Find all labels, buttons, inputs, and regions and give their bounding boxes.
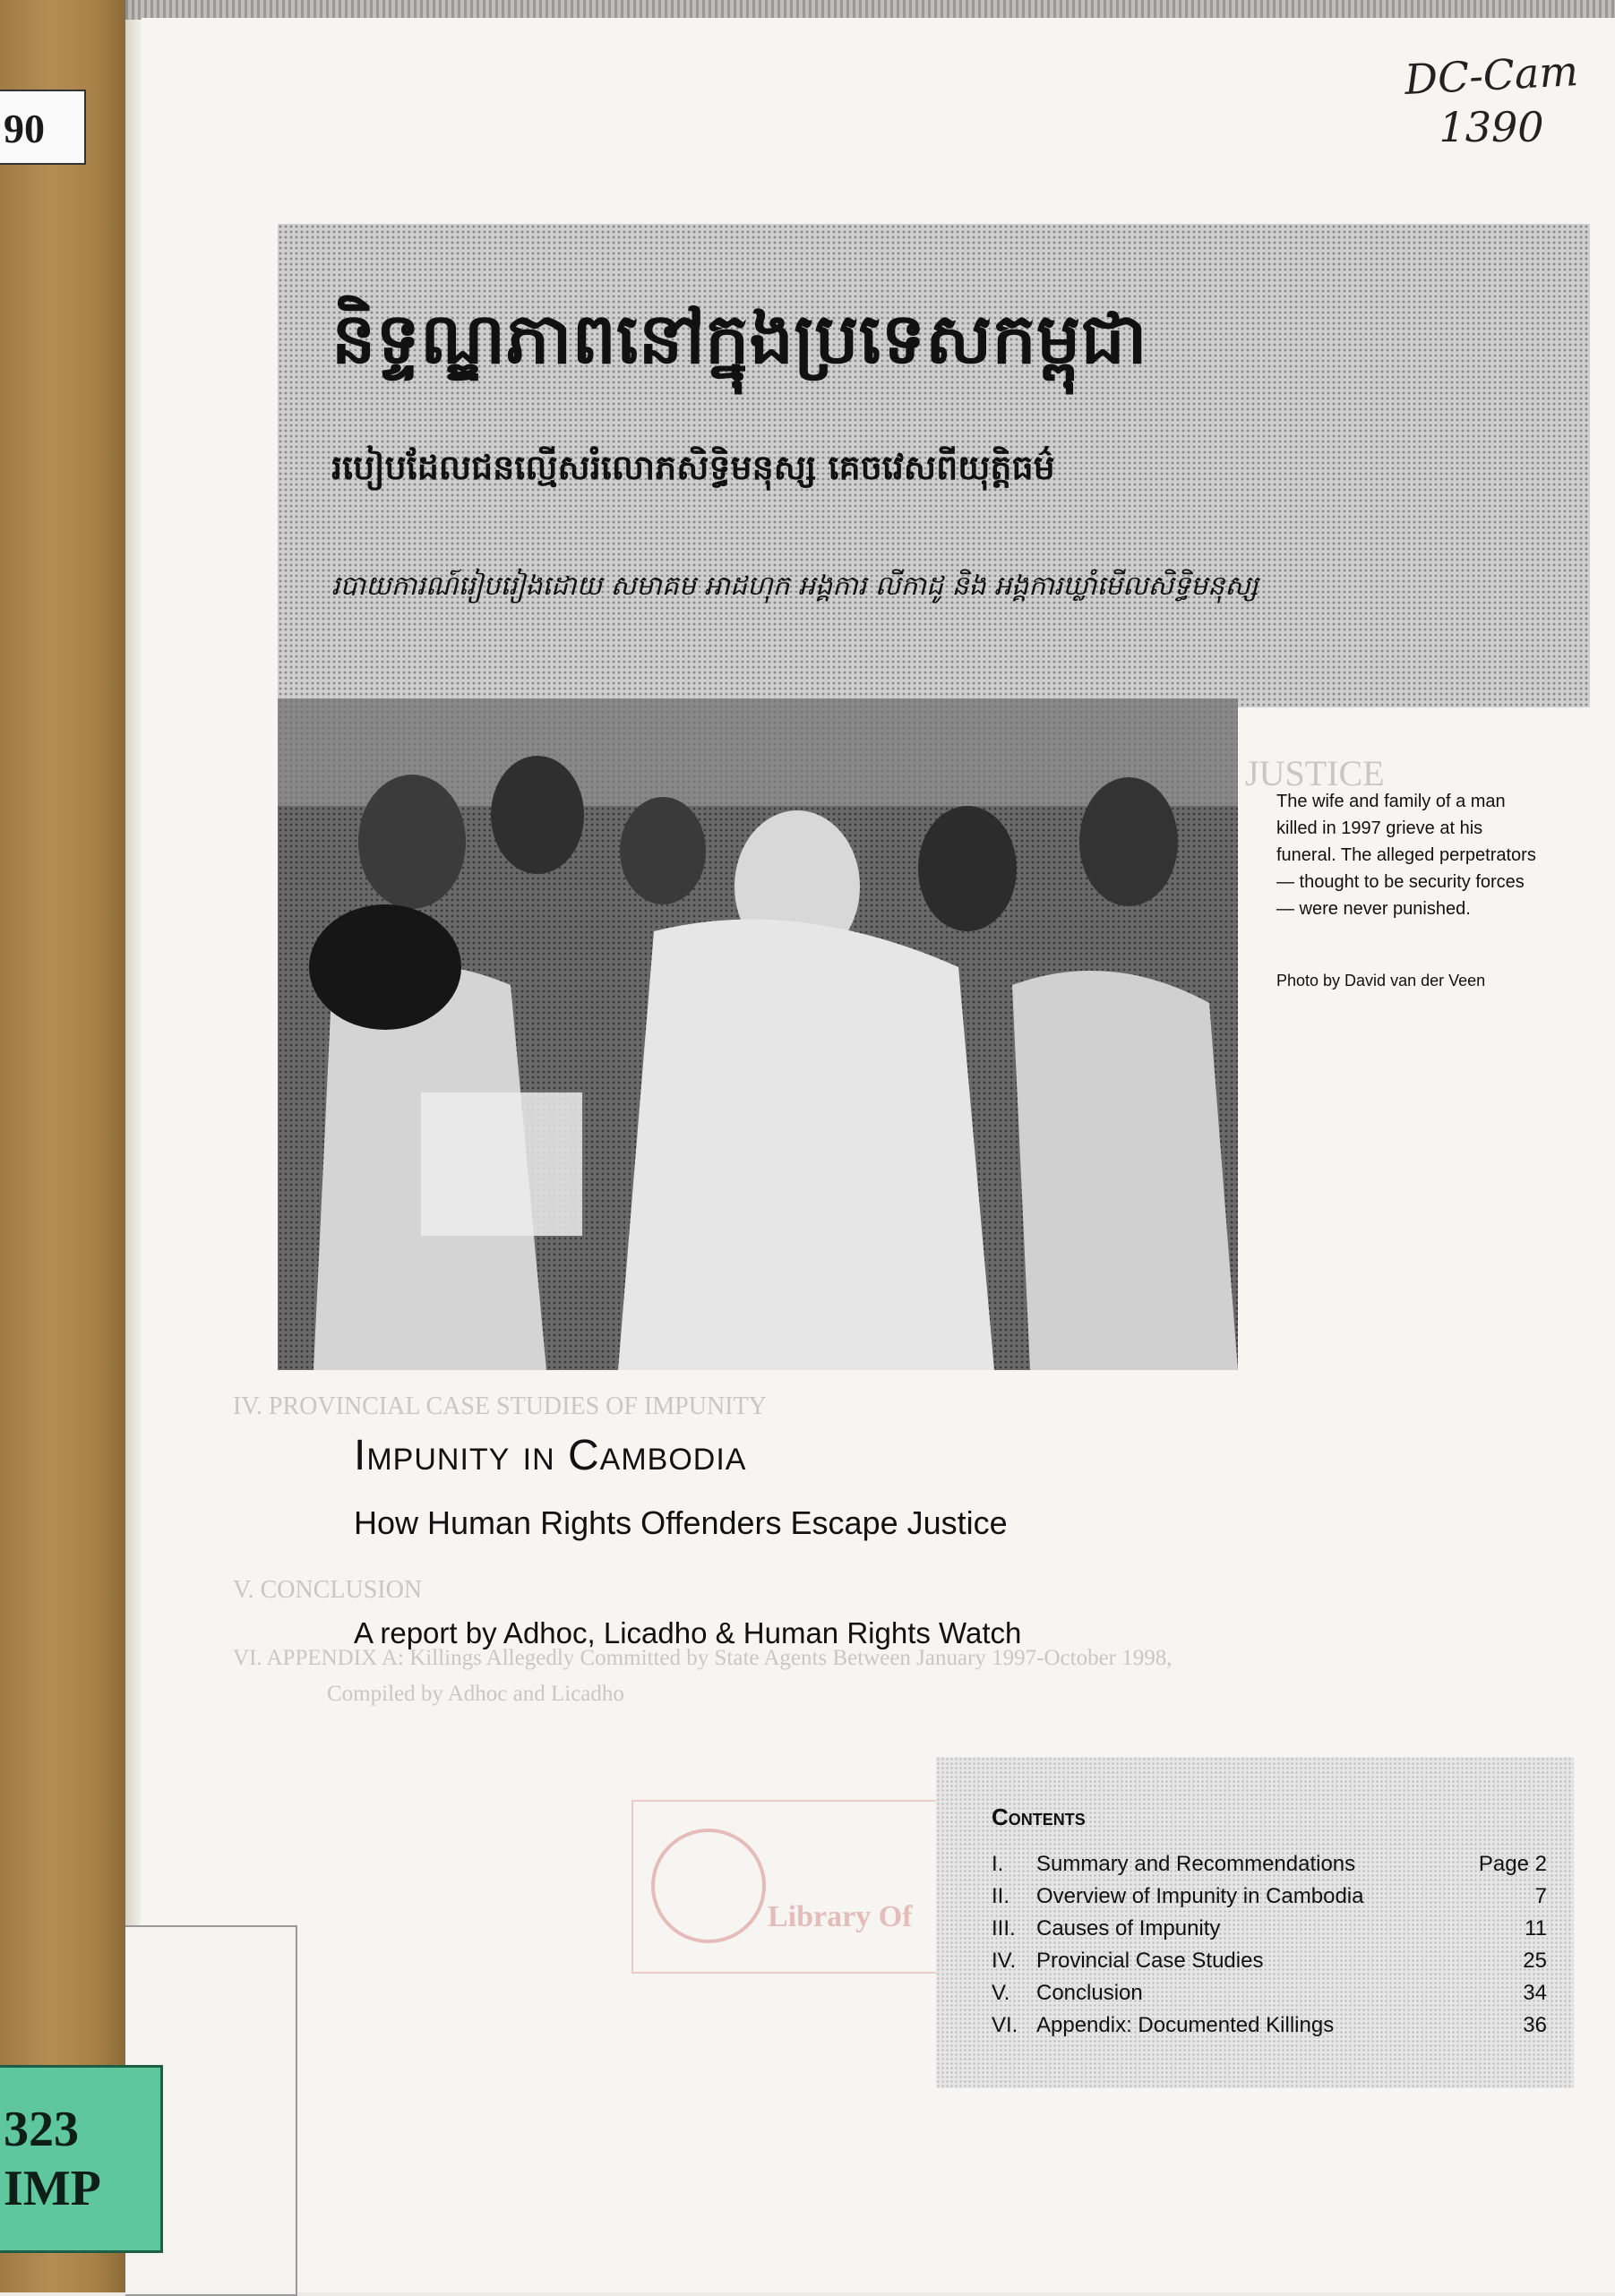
report-title: Impunity in Cambodia — [354, 1432, 747, 1479]
funeral-photo — [278, 698, 1238, 1370]
book-spine — [0, 0, 125, 2292]
toc-title: Overview of Impunity in Cambodia — [1036, 1884, 1364, 1908]
contents-box — [936, 1757, 1574, 2088]
ghost-text-line: IV. PROVINCIAL CASE STUDIES OF IMPUNITY — [233, 1392, 767, 1420]
ghost-text-line: Compiled by Adhoc and Licadho — [327, 1682, 624, 1706]
toc-item — [992, 2013, 1565, 2045]
toc-number: II. — [992, 1884, 1010, 1908]
contents-heading: Contents — [992, 1803, 1086, 1830]
stamp-text: Library Of — [768, 1900, 913, 1933]
call-number-line2: IMP — [4, 2161, 101, 2216]
handwritten-note — [1379, 46, 1603, 153]
toc-number: III. — [992, 1916, 1016, 1940]
toc-item — [992, 1949, 1565, 1981]
toc-number: IV. — [992, 1949, 1017, 1973]
photo-credit: Photo by David van der Veen — [1276, 972, 1486, 990]
toc-item — [992, 1884, 1565, 1916]
handwritten-line2: 1390 — [1439, 103, 1544, 151]
toc-title: Provincial Case Studies — [1036, 1949, 1264, 1973]
khmer-header-band — [278, 224, 1590, 707]
toc-item — [992, 1852, 1565, 1884]
spine-call-number-label — [0, 2065, 163, 2253]
toc-number: VI. — [992, 2013, 1018, 2037]
toc-number: V. — [992, 1981, 1010, 2005]
khmer-subtitle: របៀបដែលជនល្មើសរំលោភសិទ្ធិមនុស្ស គេចវេសពីយុត្តិធម៌ — [331, 448, 1055, 487]
khmer-credit-line: របាយការណ៍រៀបរៀងដោយ សមាគម អាដហុក អង្គការ លីកាដូ និង អង្គការឃ្លាំមើលសិទ្ធិមនុស្ស — [331, 570, 1258, 602]
photo-caption: The wife and family of a man killed in 1997 grieve at his funeral. The alleged perpetrators — thought to be security forces — were never punished. — [1276, 792, 1536, 919]
handwritten-line1: DC-Cam — [1403, 46, 1580, 105]
ghost-text-line: V. CONCLUSION — [233, 1576, 423, 1604]
toc-item — [992, 1981, 1565, 2013]
report-subtitle: How Human Rights Offenders Escape Justice — [354, 1504, 1008, 1541]
toc-title: Causes of Impunity — [1036, 1916, 1221, 1940]
toc-page: 36 — [1523, 2013, 1547, 2037]
toc-title: Conclusion — [1036, 1981, 1143, 2005]
call-number-line1: 323 — [4, 2102, 79, 2157]
toc-page: 7 — [1534, 1884, 1547, 1908]
toc-title: Appendix: Documented Killings — [1036, 2013, 1335, 2037]
toc-title: Summary and Recommendations — [1036, 1852, 1356, 1876]
page-top-edge — [125, 0, 1615, 20]
toc-page: 25 — [1523, 1949, 1547, 1973]
spine-label-top: 90 — [0, 90, 86, 165]
toc-number: I. — [992, 1852, 1004, 1876]
ghost-text-line: JUSTICE — [1245, 753, 1385, 793]
ghost-text-line: VI. APPENDIX A: Killings Allegedly Committed by State Agents Between January 1997-October 1998, — [233, 1646, 1173, 1670]
toc-page: 11 — [1525, 1916, 1547, 1940]
toc-item — [992, 1916, 1565, 1949]
report-authors: A report by Adhoc, Licadho & Human Rights Watch — [354, 1616, 1022, 1649]
toc-page: Page 2 — [1478, 1852, 1547, 1876]
stamp-seal-icon — [651, 1829, 766, 1943]
toc-page: 34 — [1523, 1981, 1547, 2005]
khmer-title: និទ្ទណ្ឌភាពនៅក្នុងប្រទេសកម្ពុជា — [331, 299, 1147, 380]
